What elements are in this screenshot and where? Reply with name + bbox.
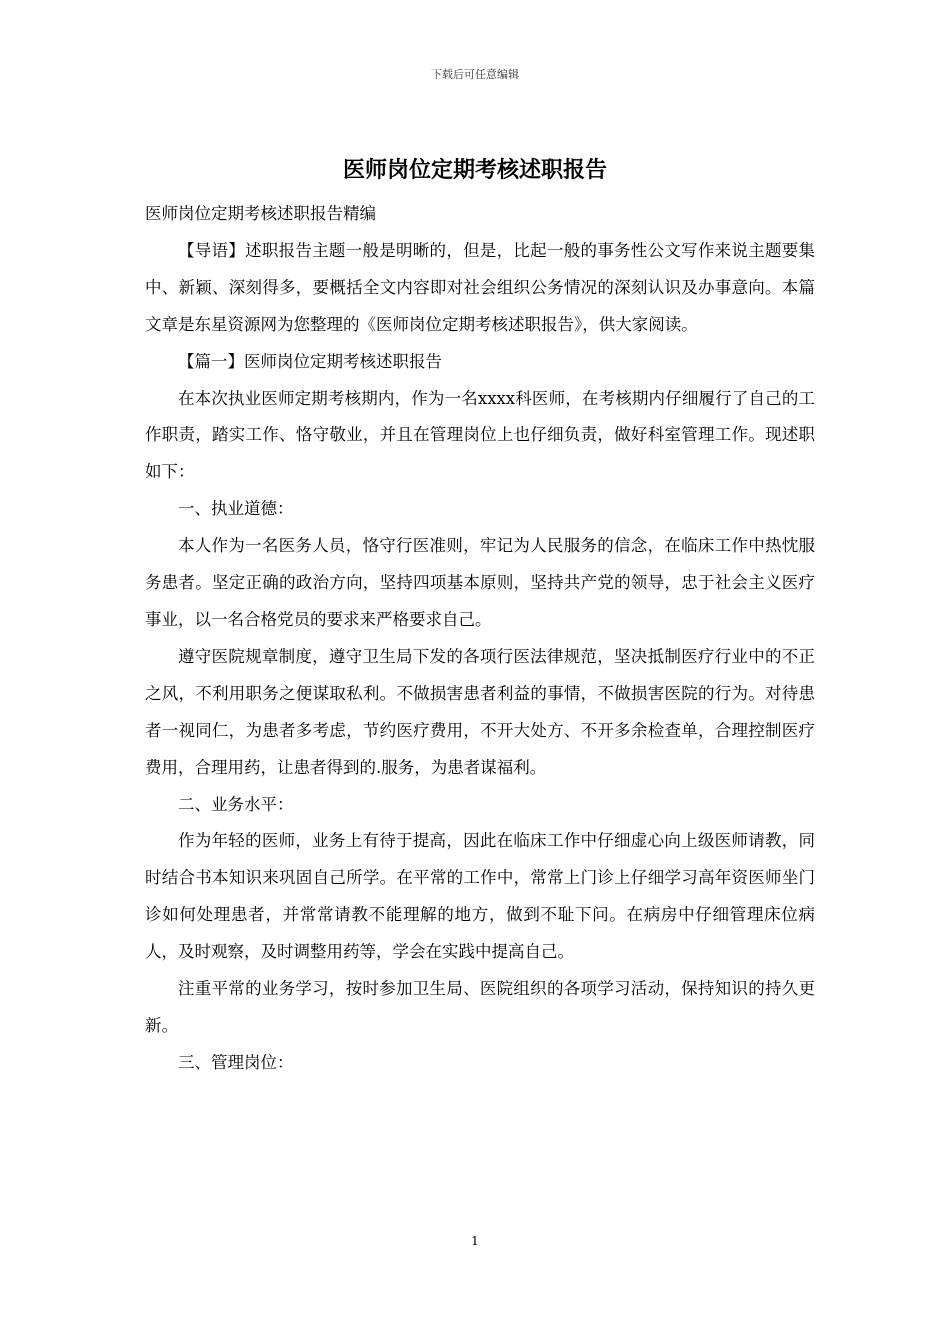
document-body (145, 196, 815, 1082)
paragraph: 遵守医院规章制度，遵守卫生局下发的各项行医法律规范，坚决抵制医疗行业中的不正之风，不利用职务之便谋取私利。不做损害患者利益的事情，不做损害医院的行为。对待患者一视同仁，为患者多考虑，节约医疗费用，不开大处方、不开多余检查单，合理控制医疗费用，合理用药，让患者得到的.服务，为患者谋福利。 (145, 646, 815, 777)
section-heading: 一、执业道德： (178, 499, 294, 519)
paragraph: 本人作为一名医务人员，恪守行医准则，牢记为人民服务的信念，在临床工作中热忱服务患者。坚定正确的政治方向，坚持四项基本原则，坚持共产党的领导，忠于社会主义医疗事业，以一名合格党员的要求来严格要求自己。 (145, 536, 815, 629)
paragraph: 注重平常的业务学习，按时参加卫生局、医院组织的各项学习活动，保持知识的持久更新。 (145, 979, 815, 1035)
document-title: 医师岗位定期考核述职报告 (342, 157, 607, 183)
section-heading: 二、业务水平： (178, 794, 294, 814)
document-subtitle: 医师岗位定期考核述职报告精编 (145, 204, 376, 223)
page-number: 1 (471, 1234, 479, 1248)
section-heading: 三、管理岗位： (178, 1052, 294, 1072)
page-header: 下载后可任意编辑 (431, 68, 519, 81)
paragraph-intro: 【导语】述职报告主题一般是明晰的，但是，比起一般的事务性公文写作来说主题要集中、新颖、深刻得多，要概括全文内容即对社会组织公务情况的深刻认识及办事意向。本篇文章是东星资源网为您整理的《医师岗位定期考核述职报告》，供大家阅读。 (145, 240, 815, 334)
section-heading-part-one: 【篇一】医师岗位定期考核述职报告 (178, 351, 442, 371)
paragraph: 在本次执业医师定期考核期内，作为一名xxxx科医师，在考核期内仔细履行了自己的工作职责，踏实工作、恪守敬业，并且在管理岗位上也仔细负责，做好科室管理工作。现述职如下： (145, 388, 815, 482)
paragraph: 作为年轻的医师，业务上有待于提高，因此在临床工作中仔细虚心向上级医师请教，同时结合书本知识来巩固自己所学。在平常的工作中，常常上门诊上仔细学习高年资医师坐门诊如何处理患者，并常常请教不能理解的地方，做到不耻下问。在病房中仔细管理床位病人，及时观察，及时调整用药等，学会在实践中提高自己。 (145, 831, 815, 962)
